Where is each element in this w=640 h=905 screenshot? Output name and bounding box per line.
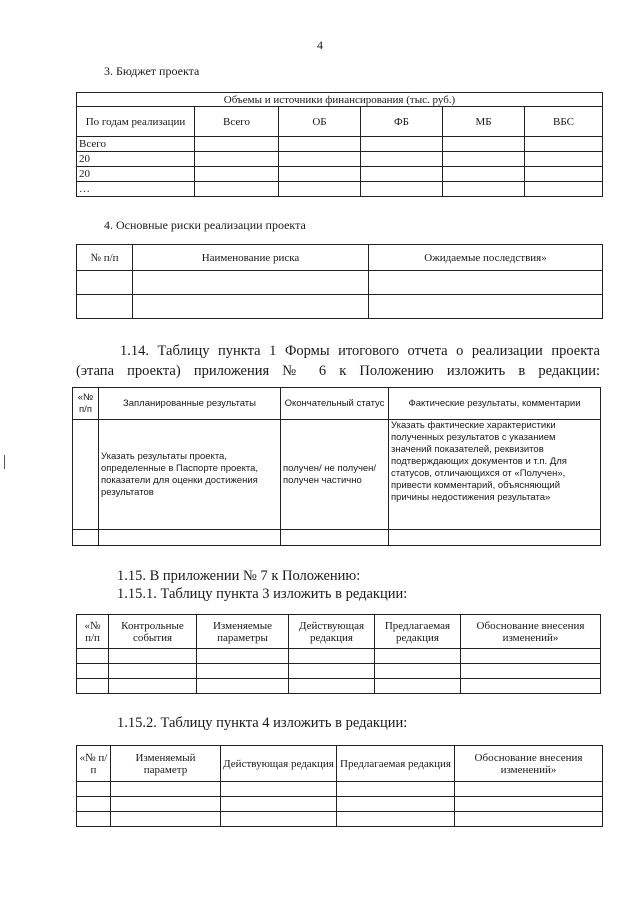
budget-col-mb: МБ [443,107,525,137]
table3-col-events: Контрольные события [109,615,197,649]
page-number: 4 [317,38,323,52]
budget-col-fb: ФБ [361,107,443,137]
table3-col-number: «№ п/п [77,615,109,649]
table-3 [76,614,601,694]
results-col-number: «№ п/п [73,388,99,420]
results-col-status: Окончательный статус [281,388,389,420]
margin-mark [4,455,5,469]
risks-table [76,244,603,319]
table3-col-params: Изменяемые параметры [197,615,289,649]
risks-col-name: Наименование риска [133,245,369,271]
budget-col-total: Всего [195,107,279,137]
budget-row-label: … [77,182,195,197]
clause-1-15-line2: 1.15.1. Таблицу пункта 3 изложить в редакции: [117,586,408,602]
results-col-planned: Запланированные результаты [99,388,281,420]
risks-col-number: № п/п [77,245,133,271]
results-status-cell: получен/ не получен/ получен частично [281,420,389,530]
clause-1-15-line1: 1.15. В приложении № 7 к Положению: [117,568,361,584]
table3-col-current: Действующая редакция [289,615,375,649]
risks-heading: 4. Основные риски реализации проекта [104,218,306,232]
clause-1-14-line2: (этапа проекта) приложения № 6 к Положению изложить в редакции: [76,363,600,379]
table4-col-proposed: Предлагаемая редакция [337,746,455,782]
budget-col-years: По годам реализации [77,107,195,137]
budget-row-label: Всего [77,137,195,152]
table4-col-param: Изменяемый параметр [111,746,221,782]
budget-col-ob: ОБ [279,107,361,137]
table-4 [76,745,603,827]
table4-col-current: Действующая редакция [221,746,337,782]
results-planned-cell: Указать результаты проекта, определенные в Паспорте проекта, показатели для оценки достижения результатов [99,420,281,530]
risks-col-consequences: Ожидаемые последствия» [369,245,603,271]
results-actual-cell: Указать фактические характеристики полученных результатов с указанием значений показателей, реквизитов подтверждающих документов и т.п. Для статусов, отличающихся от «Получен», привести комментарий, объясняющий причины недостижения результата» [389,420,601,530]
budget-row-label: 20 [77,167,195,182]
budget-row-label: 20 [77,152,195,167]
table3-col-reason: Обоснование внесения изменений» [461,615,601,649]
table4-col-number: «№ п/п [77,746,111,782]
clause-1-15-2-line1: 1.15.2. Таблицу пункта 4 изложить в редакции: [117,715,408,731]
table4-col-reason: Обоснование внесения изменений» [455,746,603,782]
budget-heading: 3. Бюджет проекта [104,64,200,78]
table3-col-proposed: Предлагаемая редакция [375,615,461,649]
budget-col-vbs: ВБС [525,107,603,137]
results-table [72,387,601,546]
clause-1-14-line1: 1.14. Таблицу пункта 1 Формы итогового отчета о реализации проекта [120,343,600,359]
budget-table [76,92,603,197]
results-col-actual: Фактические результаты, комментарии [389,388,601,420]
budget-group-header: Объемы и источники финансирования (тыс. руб.) [77,93,603,107]
